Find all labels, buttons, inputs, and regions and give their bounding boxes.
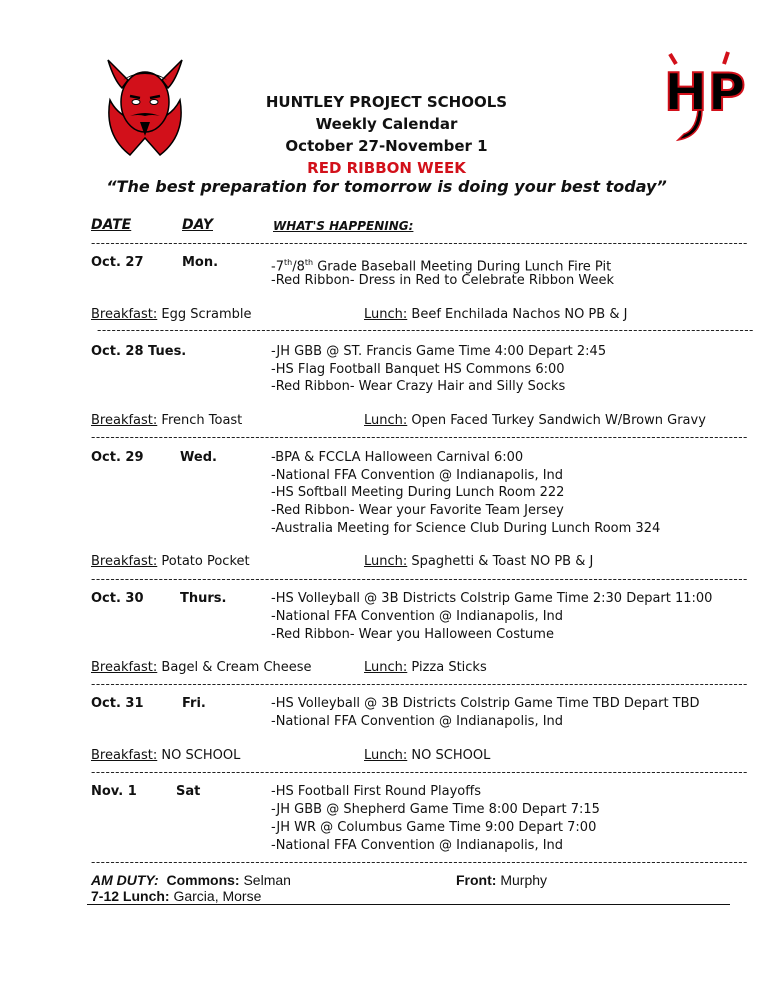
lunch-label: Lunch: bbox=[364, 307, 408, 322]
day-date: Oct. 30 bbox=[91, 591, 144, 606]
motto-quote: “The best preparation for tomorrow is doing your best today” bbox=[106, 177, 667, 196]
am-duty bbox=[91, 872, 291, 888]
lunch-duty bbox=[91, 888, 261, 904]
breakfast-entry bbox=[91, 554, 250, 569]
lunch-value: Pizza Sticks bbox=[411, 660, 487, 675]
day-date: Oct. 27 bbox=[91, 255, 144, 270]
front-label: Front: bbox=[456, 872, 497, 888]
separator: ---------------------------------------------------------------------------------------------------------------------------------------- bbox=[91, 572, 748, 586]
day-date: Oct. 28 Tues. bbox=[91, 344, 187, 359]
day-date: Oct. 29 bbox=[91, 450, 144, 465]
event-item: -HS Football First Round Playoffs bbox=[271, 784, 481, 799]
commons-label: Commons: bbox=[166, 872, 240, 888]
event-item: -JH GBB @ ST. Francis Game Time 4:00 Depart 2:45 bbox=[271, 344, 607, 359]
footer-rule bbox=[87, 904, 730, 905]
lunch-entry bbox=[364, 413, 706, 428]
separator: ---------------------------------------------------------------------------------------------------------------------------------------- bbox=[91, 236, 748, 250]
separator: ---------------------------------------------------------------------------------------------------------------------------------------- bbox=[97, 323, 754, 337]
breakfast-value: NO SCHOOL bbox=[161, 748, 241, 763]
lunch-label: Lunch: bbox=[364, 554, 408, 569]
breakfast-entry bbox=[91, 413, 242, 428]
lunch-value: Open Faced Turkey Sandwich W/Brown Gravy bbox=[411, 413, 706, 428]
breakfast-value: Egg Scramble bbox=[161, 307, 252, 322]
lunch-entry bbox=[364, 554, 593, 569]
lunch-entry bbox=[364, 307, 627, 322]
breakfast-entry bbox=[91, 660, 312, 675]
day-date: Oct. 31 bbox=[91, 696, 144, 711]
lunch-value: NO SCHOOL bbox=[411, 748, 491, 763]
event-item: -HS Volleyball @ 3B Districts Colstrip Game Time TBD Depart TBD bbox=[271, 696, 700, 711]
lunch-entry bbox=[364, 660, 487, 675]
event-item: -HS Flag Football Banquet HS Commons 6:00 bbox=[271, 362, 565, 377]
breakfast-value: French Toast bbox=[161, 413, 243, 428]
event-item: -National FFA Convention @ Indianapolis, Ind bbox=[271, 714, 564, 729]
event-item: -Red Ribbon- Wear Crazy Hair and Silly Socks bbox=[271, 379, 566, 394]
date-range: October 27-November 1 bbox=[285, 137, 488, 155]
separator: ---------------------------------------------------------------------------------------------------------------------------------------- bbox=[91, 430, 748, 444]
lunch-label: Lunch: bbox=[364, 748, 408, 763]
day-name: Mon. bbox=[182, 255, 219, 270]
event-item: -7th/8th Grade Baseball Meeting During Lunch Fire Pit bbox=[271, 258, 612, 275]
breakfast-entry bbox=[91, 307, 252, 322]
separator: ---------------------------------------------------------------------------------------------------------------------------------------- bbox=[91, 677, 748, 691]
day-name: Wed. bbox=[180, 450, 217, 465]
lunch-duty-value: Garcia, Morse bbox=[173, 888, 262, 904]
separator: ---------------------------------------------------------------------------------------------------------------------------------------- bbox=[91, 765, 748, 779]
breakfast-label: Breakfast: bbox=[91, 660, 158, 675]
event-item: -JH WR @ Columbus Game Time 9:00 Depart 7:00 bbox=[271, 820, 597, 835]
event-item: -BPA & FCCLA Halloween Carnival 6:00 bbox=[271, 450, 524, 465]
day-name: Fri. bbox=[182, 696, 206, 711]
day-name: Thurs. bbox=[180, 591, 227, 606]
separator: ---------------------------------------------------------------------------------------------------------------------------------------- bbox=[91, 855, 748, 869]
event-item: -Australia Meeting for Science Club During Lunch Room 324 bbox=[271, 521, 661, 536]
svg-text:HP: HP bbox=[664, 63, 746, 123]
am-duty-label: AM DUTY: bbox=[91, 872, 159, 888]
commons-value: Selman bbox=[243, 872, 291, 888]
event-item: -HS Volleyball @ 3B Districts Colstrip Game Time 2:30 Depart 11:00 bbox=[271, 591, 713, 606]
event-item: -National FFA Convention @ Indianapolis, Ind bbox=[271, 609, 564, 624]
calendar-subtitle: Weekly Calendar bbox=[315, 115, 458, 133]
lunch-duty-label: 7-12 Lunch: bbox=[91, 888, 170, 904]
breakfast-value: Bagel & Cream Cheese bbox=[161, 660, 312, 675]
front-duty bbox=[456, 872, 547, 888]
column-day: DAY bbox=[182, 217, 213, 233]
event-item: -Red Ribbon- Dress in Red to Celebrate Ribbon Week bbox=[271, 273, 614, 288]
lunch-value: Spaghetti & Toast NO PB & J bbox=[411, 554, 594, 569]
breakfast-label: Breakfast: bbox=[91, 748, 158, 763]
event-item: -National FFA Convention @ Indianapolis, Ind bbox=[271, 468, 564, 483]
theme-title: RED RIBBON WEEK bbox=[307, 159, 466, 177]
breakfast-label: Breakfast: bbox=[91, 307, 158, 322]
event-item: -HS Softball Meeting During Lunch Room 222 bbox=[271, 485, 565, 500]
event-item: -National FFA Convention @ Indianapolis, Ind bbox=[271, 838, 564, 853]
lunch-value: Beef Enchilada Nachos NO PB & J bbox=[411, 307, 628, 322]
breakfast-entry bbox=[91, 748, 240, 763]
breakfast-label: Breakfast: bbox=[91, 554, 158, 569]
breakfast-value: Potato Pocket bbox=[161, 554, 250, 569]
column-happening: WHAT'S HAPPENING: bbox=[273, 219, 414, 233]
lunch-entry bbox=[364, 748, 490, 763]
day-name: Sat bbox=[176, 784, 201, 799]
lunch-label: Lunch: bbox=[364, 413, 408, 428]
day-date: Nov. 1 bbox=[91, 784, 137, 799]
event-item: -JH GBB @ Shepherd Game Time 8:00 Depart 7:15 bbox=[271, 802, 600, 817]
lunch-label: Lunch: bbox=[364, 660, 408, 675]
school-name: HUNTLEY PROJECT SCHOOLS bbox=[265, 93, 508, 111]
event-item: -Red Ribbon- Wear you Halloween Costume bbox=[271, 627, 554, 642]
event-item: -Red Ribbon- Wear your Favorite Team Jersey bbox=[271, 503, 564, 518]
column-date: DATE bbox=[91, 217, 132, 233]
breakfast-label: Breakfast: bbox=[91, 413, 158, 428]
front-value: Murphy bbox=[500, 872, 548, 888]
